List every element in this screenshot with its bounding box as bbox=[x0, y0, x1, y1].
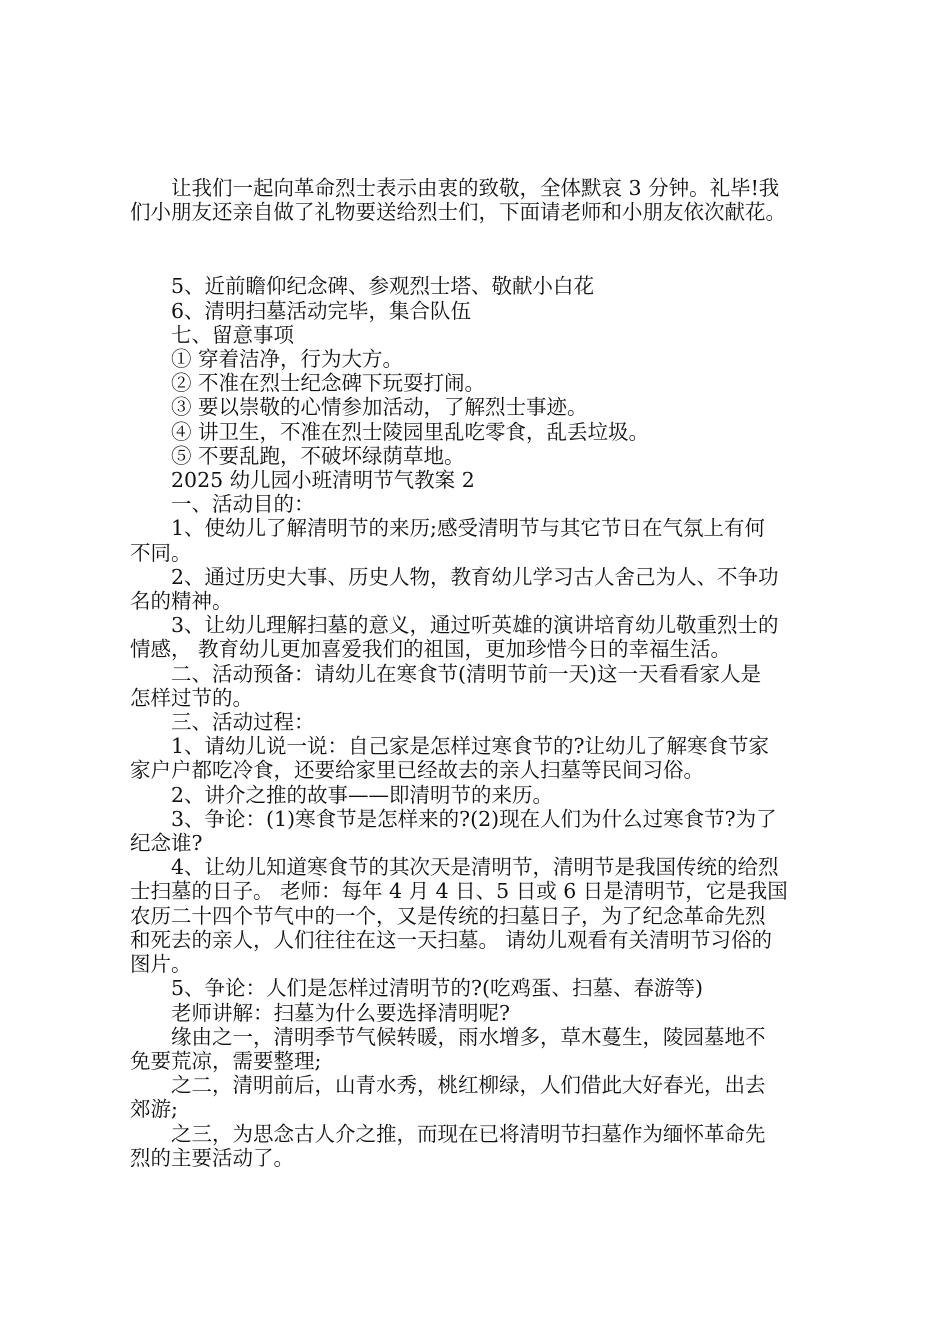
paragraph-line: 家户户都吃冷食，还要给家里已经故去的亲人扫墓等民间习俗。 bbox=[130, 758, 704, 783]
document-title: 2025 幼儿园小班清明节气教案 2 bbox=[171, 468, 475, 493]
document-body bbox=[130, 176, 835, 1170]
paragraph-gap bbox=[130, 224, 835, 274]
paragraph-line: 之二，清明前后，山青水秀，桃红柳绿，人们借此大好春光，出去 bbox=[171, 1073, 766, 1098]
paragraph-line: 让我们一起向革命烈士表示由衷的致敬，全体默哀 3 分钟。礼毕!我 bbox=[171, 176, 780, 200]
paragraph-line: 名的精神。 bbox=[130, 589, 233, 614]
paragraph-line: 农历二十四个节气中的一个，又是传统的扫墓日子，为了纪念革命先烈 bbox=[130, 903, 766, 928]
paragraph-line: 烈的主要活动了。 bbox=[130, 1145, 294, 1170]
paragraph-line: 5、争论：人们是怎样过清明节的?(吃鸡蛋、扫墓、春游等) bbox=[171, 976, 704, 1001]
paragraph-line: 不同。 bbox=[130, 540, 192, 565]
list-item: ④ 讲卫生，不准在烈士陵园里乱吃零食，乱丢垃圾。 bbox=[171, 419, 650, 444]
list-item: ① 穿着洁净，行为大方。 bbox=[171, 347, 404, 372]
list-item: 5、近前瞻仰纪念碑、参观烈士塔、敬献小白花 bbox=[171, 274, 595, 299]
paragraph-line: 1、使幼儿了解清明节的来历;感受清明节与其它节日在气氛上有何 bbox=[171, 516, 765, 541]
paragraph-line: 郊游; bbox=[130, 1097, 178, 1122]
paragraph-line: 免要荒凉，需要整理; bbox=[130, 1048, 322, 1073]
paragraph-line: 之三，为思念古人介之推，而现在已将清明节扫墓作为缅怀革命先 bbox=[171, 1121, 766, 1146]
paragraph-line: 4、让幼儿知道寒食节的其次天是清明节，清明节是我国传统的给烈 bbox=[171, 855, 779, 880]
paragraph-line: 和死去的亲人，人们往往在这一天扫墓。 请幼儿观看有关清明节习俗的 bbox=[130, 927, 773, 952]
paragraph-line: 3、让幼儿理解扫墓的意义，通过听英雄的演讲培育幼儿敬重烈士的 bbox=[171, 613, 779, 638]
section-heading: 三、活动过程： bbox=[171, 710, 315, 735]
paragraph-line: 2、通过历史大事、历史人物，教育幼儿学习古人舍己为人、不争功 bbox=[171, 564, 779, 589]
paragraph-line: 情感， 教育幼儿更加喜爱我们的祖国，更加珍惜今日的幸福生活。 bbox=[130, 637, 732, 662]
list-item: ② 不准在烈士纪念碑下玩耍打闹。 bbox=[171, 371, 486, 396]
section-heading: 二、活动预备：请幼儿在寒食节(清明节前一天)这一天看看家人是 bbox=[171, 661, 761, 686]
paragraph-line: 1、请幼儿说一说：自己家是怎样过寒食节的?让幼儿了解寒食节家 bbox=[171, 734, 770, 759]
paragraph-line: 们小朋友还亲自做了礼物要送给烈士们，下面请老师和小朋友依次献花。 bbox=[130, 200, 786, 225]
paragraph-line: 士扫墓的日子。 老师：每年 4 月 4 日、5 日或 6 日是清明节，它是我国 bbox=[130, 879, 788, 904]
section-heading: 一、活动目的： bbox=[171, 492, 315, 517]
list-item: 6、清明扫墓活动完毕，集合队伍 bbox=[171, 298, 472, 323]
paragraph-line: 纪念谁? bbox=[130, 831, 203, 856]
paragraph-line: 图片。 bbox=[130, 952, 192, 977]
paragraph-line: 老师讲解：扫墓为什么要选择清明呢? bbox=[171, 1000, 510, 1025]
paragraph-line: 2、讲介之推的故事——即清明节的来历。 bbox=[171, 782, 554, 807]
section-heading: 七、留意事项 bbox=[171, 322, 294, 347]
paragraph-line: 缘由之一，清明季节气候转暖，雨水增多，草木蔓生，陵园墓地不 bbox=[171, 1024, 766, 1049]
paragraph-line: 怎样过节的。 bbox=[130, 685, 253, 710]
list-item: ③ 要以崇敬的心情参加活动，了解烈士事迹。 bbox=[171, 395, 588, 420]
list-item: ⑤ 不要乱跑，不破坏绿荫草地。 bbox=[171, 443, 465, 468]
paragraph-line: 3、争论：(1)寒食节是怎样来的?(2)现在人们为什么过寒食节?为了 bbox=[171, 806, 777, 831]
